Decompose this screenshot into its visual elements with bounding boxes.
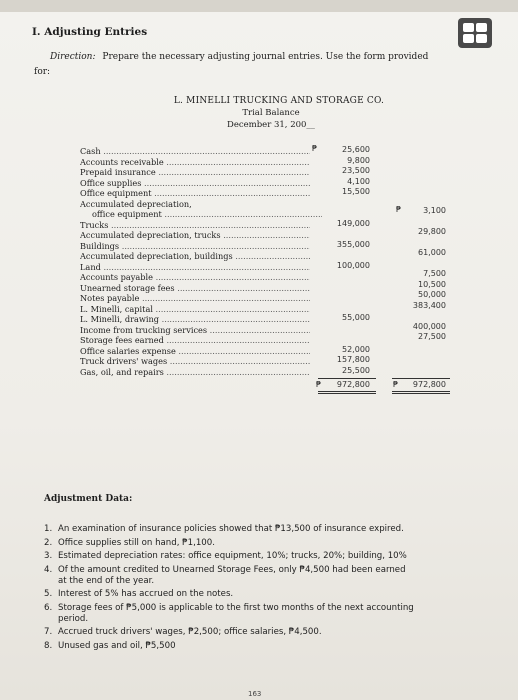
adjustment-text: Storage fees of ₱5,000 is applicable to the first two months of the next accounting [58, 602, 414, 613]
adjustment-number: 1. [44, 524, 53, 534]
total-credit: 972,800 [412, 380, 446, 389]
adjustment-number: 6. [44, 602, 53, 613]
peso-sign: ₱ [316, 380, 322, 389]
adjustment-number: 5. [44, 589, 53, 599]
debit-amount: 4,100 [347, 176, 370, 186]
account-name: Truck drivers' wages ..... [80, 356, 310, 366]
adjustment-text: Estimated depreciation rates: office equipment, 10%; trucks, 20%; building, 10% [58, 551, 407, 561]
adjustment-text: Office supplies still on hand, ₱1,100. [58, 537, 215, 548]
credit-amount: 29,800 [418, 227, 446, 236]
credit-amount: 61,000 [418, 248, 446, 257]
debit-amount: 25,500 [342, 365, 370, 375]
adjustment-number: 2. [44, 537, 53, 548]
adjustment-text: Accrued truck drivers' wages, ₱2,500; office salaries, ₱4,500. [58, 627, 322, 637]
adjustment-item [44, 565, 464, 587]
adjustment-item [44, 524, 464, 535]
account-name: Storage fees earned ..... [80, 335, 310, 345]
adjustment-continuation: period. [58, 613, 89, 624]
direction-body: Prepare the necessary adjusting journal entries. Use the form provided [102, 52, 429, 62]
account-name: Accumulated depreciation, buildings ..... [80, 251, 310, 261]
debit-amount: 100,000 [336, 260, 370, 270]
adjustment-item [44, 641, 464, 652]
debit-amount: 55,000 [342, 313, 370, 322]
account-name: Land ..... [80, 262, 310, 272]
debit-amount: 9,800 [347, 155, 370, 165]
total-rule [318, 378, 376, 379]
debit-amount: 355,000 [336, 239, 370, 249]
debit-amount: 15,500 [342, 187, 370, 196]
adjustment-item [44, 603, 464, 625]
adjustment-text: Of the amount credited to Unearned Storage Fees, only ₱4,500 had been earned [58, 564, 406, 575]
account-name: Gas, oil, and repairs ..... [80, 367, 310, 377]
report-date: December 31, 200__ [227, 120, 315, 130]
direction-label: Direction: [50, 52, 96, 62]
debit-amount: 149,000 [336, 218, 370, 228]
adjustment-number: 4. [44, 564, 53, 575]
account-name: Trucks ..... [80, 220, 310, 230]
account-name: L. Minelli, drawing ..... [80, 314, 310, 324]
debit-amount: 157,800 [336, 355, 370, 364]
account-name: Prepaid insurance ..... [80, 167, 310, 177]
credit-amount: 10,500 [418, 279, 446, 289]
double-rule [318, 393, 376, 394]
adjustment-item [44, 589, 464, 600]
account-name: Accumulated depreciation, [80, 198, 192, 209]
credit-amount: 50,000 [418, 290, 446, 299]
account-name: Unearned storage fees ..... [80, 283, 310, 293]
debit-amount: 52,000 [342, 344, 370, 354]
credit-amount: 27,500 [418, 332, 446, 341]
double-rule [392, 391, 450, 392]
account-name: Office equipment ..... [80, 188, 310, 198]
debit-amount: 25,600 [342, 145, 370, 154]
account-name: Notes payable ..... [80, 293, 310, 303]
credit-amount: 400,000 [412, 321, 446, 331]
peso-sign: ₱ [396, 205, 402, 214]
account-name: Accounts payable ..... [80, 272, 310, 282]
adjustment-item [44, 551, 464, 562]
account-name: office equipment ..... [92, 209, 322, 219]
adjustment-text: Unused gas and oil, ₱5,500 [58, 640, 176, 651]
report-title: Trial Balance [242, 108, 300, 118]
debit-amount: 23,500 [342, 166, 370, 175]
adjustment-item [44, 538, 464, 549]
adjustment-number: 3. [44, 551, 53, 561]
account-name: Office supplies ..... [80, 178, 310, 188]
double-rule [392, 393, 450, 394]
peso-sign: ₱ [393, 380, 399, 389]
peso-sign: ₱ [312, 144, 318, 153]
adjustment-number: 7. [44, 627, 53, 637]
adjustment-text: An examination of insurance policies showed that ₱13,500 of insurance expired. [58, 524, 404, 534]
account-name: Accumulated depreciation, trucks ..... [80, 230, 310, 240]
account-name: Cash ..... [80, 146, 310, 156]
adjustment-continuation: at the end of the year. [58, 575, 155, 586]
credit-amount: 383,400 [412, 300, 446, 310]
adjustment-item [44, 627, 464, 638]
double-rule [318, 391, 376, 392]
total-debit: 972,800 [336, 380, 370, 389]
account-name: L. Minelli, capital ..... [80, 304, 310, 314]
page-number: 163 [248, 690, 262, 698]
account-name: Income from trucking services ..... [80, 325, 310, 335]
direction-for: for: [34, 67, 51, 77]
account-name: Accounts receivable ..... [80, 157, 310, 167]
account-name: Buildings ..... [80, 241, 310, 251]
credit-amount: 3,100 [423, 206, 446, 215]
adjustment-title: Adjustment Data: [44, 494, 133, 504]
adjustment-number: 8. [44, 640, 53, 651]
account-name: Office salaries expense ..... [80, 346, 310, 356]
company-name: L. MINELLI TRUCKING AND STORAGE CO. [173, 96, 385, 106]
credit-amount: 7,500 [423, 269, 446, 278]
section-heading: I. Adjusting Entries [32, 26, 148, 38]
adjustment-text: Interest of 5% has accrued on the notes. [58, 589, 234, 599]
total-rule [392, 378, 450, 379]
